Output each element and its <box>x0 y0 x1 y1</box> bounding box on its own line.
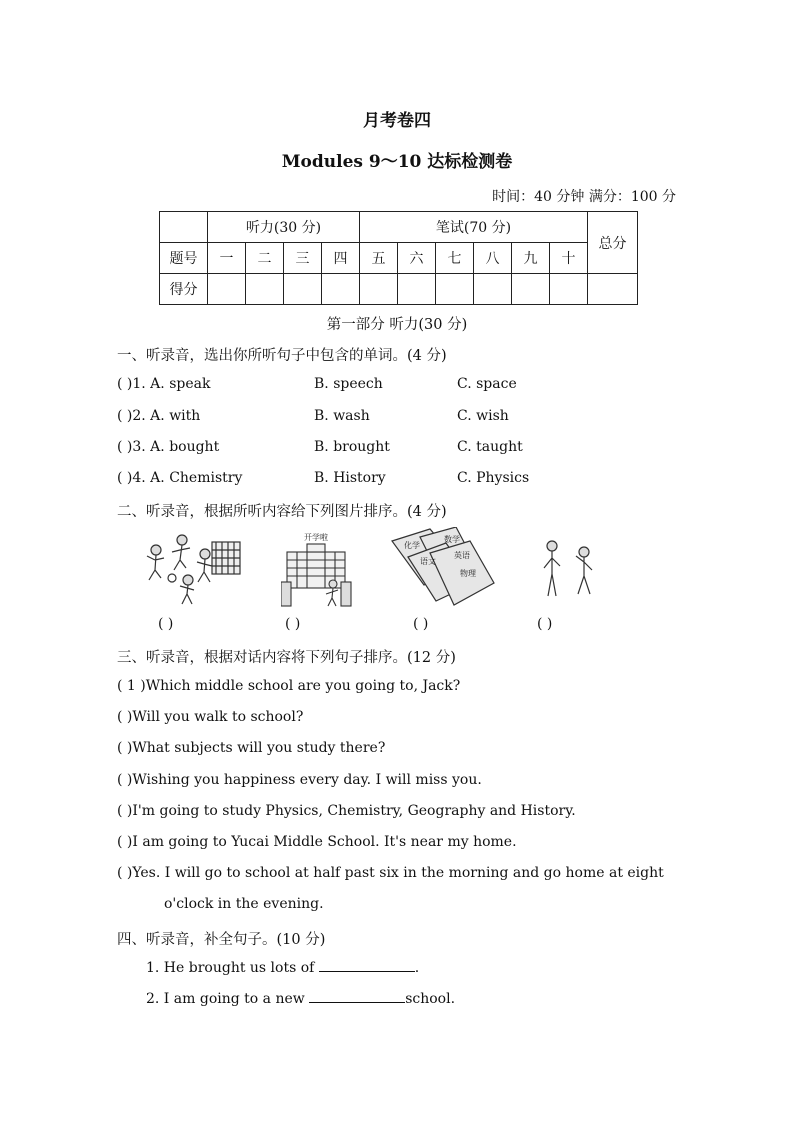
book-label: 化学 <box>404 541 420 550</box>
question-number: 二 <box>246 243 284 274</box>
picture-order-paren[interactable]: ( ) <box>537 616 553 632</box>
question-4-b: B. History <box>314 470 386 486</box>
score-cell[interactable] <box>208 274 246 305</box>
order-paren[interactable]: ( ) <box>117 740 133 756</box>
question-number: 八 <box>474 243 512 274</box>
question-3-a: ( )3. A. bought <box>117 439 220 455</box>
score-cell[interactable] <box>550 274 588 305</box>
question-2-a: ( )2. A. with <box>117 408 201 424</box>
question-number: 五 <box>360 243 398 274</box>
question-2-c: C. wish <box>457 408 509 424</box>
order-paren[interactable]: ( ) <box>117 709 133 725</box>
dialogue-continuation: o'clock in the evening. <box>164 896 324 912</box>
dialogue-sentence: I am going to Yucai Middle School. It's near my home. <box>132 834 517 850</box>
fill-sentence <box>146 959 419 976</box>
dialogue-sentence: Yes. I will go to school at half past six in the morning and go home at eight <box>132 865 664 881</box>
score-cell[interactable] <box>246 274 284 305</box>
question-number: 四 <box>322 243 360 274</box>
question-number: 一 <box>208 243 246 274</box>
score-cell[interactable] <box>360 274 398 305</box>
books-picture <box>390 527 498 607</box>
section2-title: 二、听录音，根据所听内容给下列图片排序。(4 分) <box>117 504 447 520</box>
score-cell[interactable] <box>322 274 360 305</box>
question-4-a: ( )4. A. Chemistry <box>117 470 243 486</box>
question-number: 七 <box>436 243 474 274</box>
answer-blank[interactable] <box>309 990 405 1003</box>
fill-sentence <box>146 990 455 1007</box>
question-4-c: C. Physics <box>457 470 530 486</box>
two-people-picture <box>538 538 602 602</box>
time-info: 时间：40 分钟 满分：100 分 <box>492 189 676 205</box>
part1-title: 第一部分 听力(30 分) <box>326 317 468 333</box>
question-3-c: C. taught <box>457 439 523 455</box>
question-number: 六 <box>398 243 436 274</box>
score-table <box>159 211 638 305</box>
sentence-start: 1. He brought us lots of <box>146 960 319 976</box>
score-row-label: 得分 <box>160 274 208 305</box>
number-row-label: 题号 <box>160 243 208 274</box>
sentence-start: 2. I am going to a new <box>146 991 310 1007</box>
order-paren[interactable]: ( ) <box>117 772 133 788</box>
book-label: 英语 <box>454 551 470 560</box>
question-1-c: C. space <box>457 376 517 392</box>
dialogue-item <box>117 678 460 694</box>
dialogue-sentence: What subjects will you study there? <box>132 740 386 756</box>
question-number: 三 <box>284 243 322 274</box>
book-label: 物理 <box>460 569 476 578</box>
dialogue-item <box>117 772 482 788</box>
dialogue-item <box>117 709 303 725</box>
picture-order-paren[interactable]: ( ) <box>158 616 174 632</box>
dialogue-item <box>117 740 385 756</box>
picture-order-paren[interactable]: ( ) <box>285 616 301 632</box>
dialogue-sentence: Will you walk to school? <box>132 709 304 725</box>
order-paren[interactable]: ( 1 ) <box>117 678 146 694</box>
total-header: 总分 <box>588 212 638 274</box>
sentence-end: . <box>414 960 420 976</box>
question-1-b: B. speech <box>314 376 383 392</box>
order-paren[interactable]: ( ) <box>117 865 133 881</box>
dialogue-sentence: Which middle school are you going to, Jack? <box>145 678 461 694</box>
football-picture <box>142 532 244 606</box>
dialogue-sentence: Wishing you happiness every day. I will miss you. <box>132 772 482 788</box>
order-paren[interactable]: ( ) <box>117 803 133 819</box>
writing-header: 笔试(70 分) <box>360 212 588 243</box>
school-sign-text: 开学啦 <box>304 533 328 542</box>
score-cell[interactable] <box>474 274 512 305</box>
dialogue-item <box>117 865 664 881</box>
question-number: 十 <box>550 243 588 274</box>
question-number: 九 <box>512 243 550 274</box>
page-subtitle: Modules 9～10 达标检测卷 <box>281 152 513 172</box>
question-1-a: ( )1. A. speak <box>117 376 211 392</box>
sentence-end: school. <box>405 991 456 1007</box>
school-picture <box>281 530 353 608</box>
book-label: 数学 <box>444 535 460 544</box>
dialogue-item <box>117 834 517 850</box>
total-score-cell[interactable] <box>588 274 638 305</box>
dialogue-item <box>117 803 576 819</box>
score-cell[interactable] <box>512 274 550 305</box>
section1-title: 一、听录音，选出你所听句子中包含的单词。(4 分) <box>117 348 447 364</box>
score-cell[interactable] <box>398 274 436 305</box>
picture-order-paren[interactable]: ( ) <box>413 616 429 632</box>
section4-title: 四、听录音，补全句子。(10 分) <box>117 932 326 948</box>
question-3-b: B. brought <box>314 439 390 455</box>
dialogue-sentence: I'm going to study Physics, Chemistry, Geography and History. <box>132 803 576 819</box>
score-cell[interactable] <box>284 274 322 305</box>
score-cell[interactable] <box>436 274 474 305</box>
page-title: 月考卷四 <box>363 111 431 131</box>
order-paren[interactable]: ( ) <box>117 834 133 850</box>
answer-blank[interactable] <box>319 959 415 972</box>
question-2-b: B. wash <box>314 408 370 424</box>
book-label: 语文 <box>420 557 436 566</box>
listening-header: 听力(30 分) <box>208 212 360 243</box>
table-corner-cell <box>160 212 208 243</box>
section3-title: 三、听录音，根据对话内容将下列句子排序。(12 分) <box>117 650 456 666</box>
